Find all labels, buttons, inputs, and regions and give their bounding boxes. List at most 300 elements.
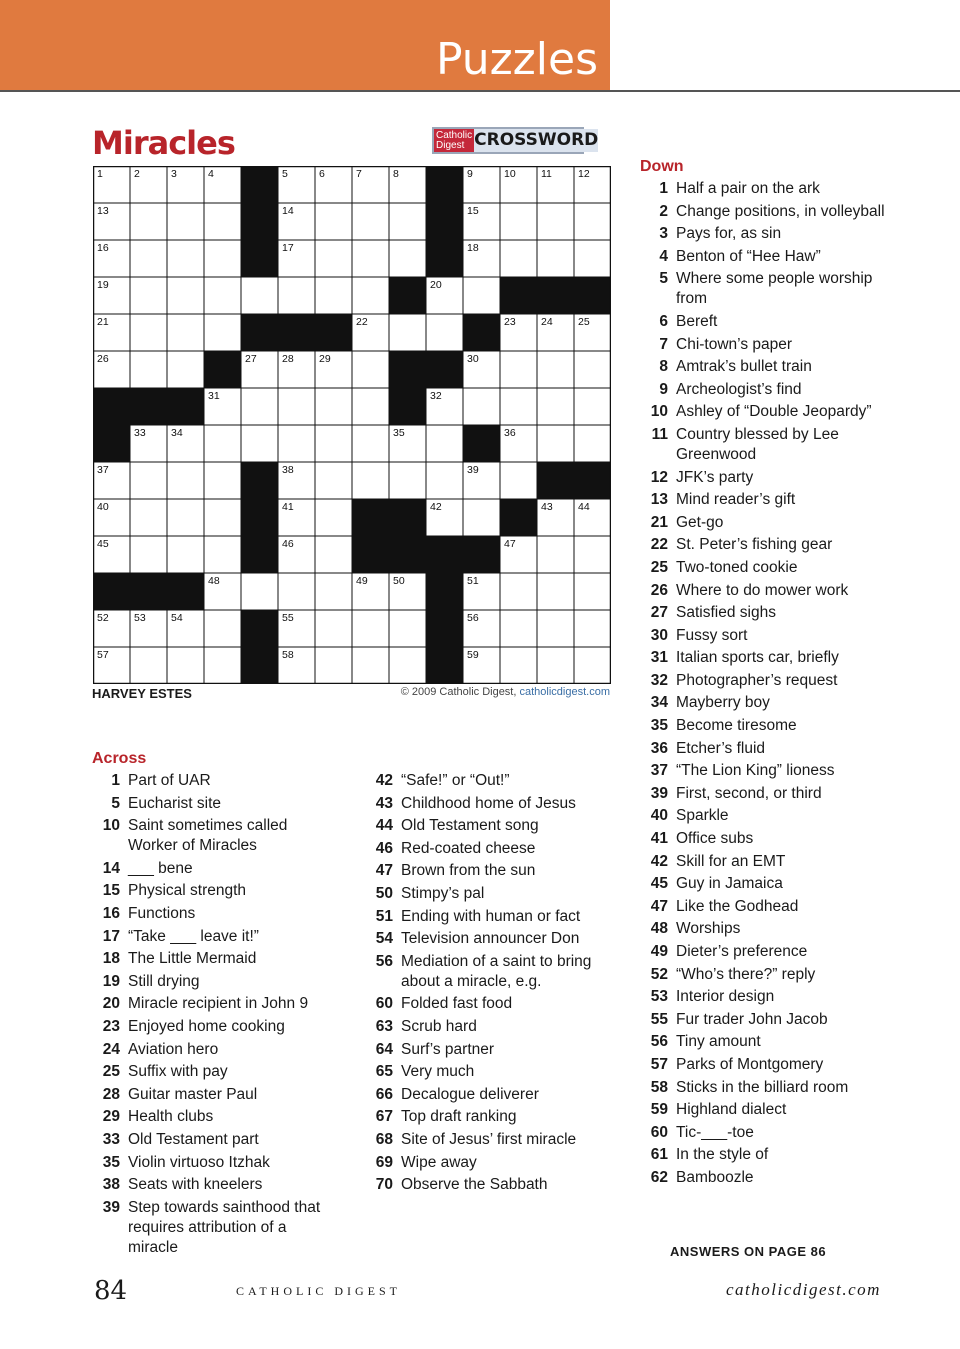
clue-text: Suffix with pay (128, 1063, 228, 1081)
grid-number: 2 (134, 168, 140, 180)
clue-item (640, 784, 885, 804)
grid-cell[interactable] (315, 499, 352, 536)
clue-item (365, 994, 610, 1014)
grid-block (389, 388, 426, 425)
clue-text: Red-coated cheese (401, 839, 536, 857)
grid-number: 56 (467, 612, 479, 624)
grid-block (389, 499, 426, 536)
grid-cell[interactable] (574, 240, 611, 277)
grid-cell[interactable] (315, 573, 352, 610)
grid-cell[interactable] (500, 462, 537, 499)
grid-cell[interactable] (352, 647, 389, 684)
grid-number: 43 (541, 501, 553, 513)
grid-cell[interactable] (500, 240, 537, 277)
clue-item (365, 794, 610, 814)
clue-number: 35 (650, 717, 668, 735)
clue-number: 70 (375, 1176, 393, 1194)
clue-text: Change positions, in volleyball (676, 202, 885, 220)
copyright-url: catholicdigest.com (519, 686, 610, 698)
grid-number: 42 (430, 501, 442, 513)
clue-text: Surf’s partner (401, 1040, 495, 1058)
grid-cell[interactable] (241, 573, 278, 610)
grid-cell[interactable] (352, 425, 389, 462)
clue-number: 19 (102, 972, 120, 990)
grid-number: 52 (97, 612, 109, 624)
grid-block (426, 647, 463, 684)
clue-number: 58 (650, 1078, 668, 1096)
grid-number: 6 (319, 168, 325, 180)
grid-number: 19 (97, 279, 109, 291)
clue-number: 36 (650, 739, 668, 757)
grid-cell[interactable] (130, 314, 167, 351)
clue-text: Miracle recipient in John 9 (128, 995, 309, 1013)
clue-number: 56 (375, 952, 393, 970)
grid-cell[interactable] (426, 462, 463, 499)
grid-cell[interactable] (315, 240, 352, 277)
grid-cell[interactable] (130, 462, 167, 499)
clue-text: Health clubs (128, 1108, 214, 1126)
grid-cell[interactable] (463, 277, 500, 314)
clue-item (365, 1175, 610, 1195)
grid-block (389, 536, 426, 573)
grid-number: 25 (578, 316, 590, 328)
crossword-grid[interactable] (93, 166, 611, 684)
grid-cell[interactable] (167, 314, 204, 351)
grid-number: 49 (356, 575, 368, 587)
grid-number: 51 (467, 575, 479, 587)
clue-item (92, 1198, 332, 1258)
puzzle-byline: HARVEY ESTES (92, 686, 192, 701)
grid-number: 53 (134, 612, 146, 624)
clue-number: 3 (659, 225, 668, 243)
clue-item (365, 907, 610, 927)
grid-number: 17 (282, 242, 294, 254)
grid-cell[interactable] (204, 499, 241, 536)
clue-item (640, 380, 885, 400)
grid-number: 15 (467, 205, 479, 217)
grid-cell[interactable] (167, 647, 204, 684)
grid-cell[interactable] (204, 314, 241, 351)
grid-cell[interactable] (574, 647, 611, 684)
grid-cell[interactable] (537, 240, 574, 277)
clue-text: Like the Godhead (676, 897, 799, 915)
clue-text: Bamboozle (676, 1168, 754, 1186)
grid-number: 24 (541, 316, 553, 328)
clue-text: Two-toned cookie (676, 558, 798, 576)
grid-block (204, 351, 241, 388)
clue-text: Decalogue deliverer (401, 1085, 539, 1103)
grid-cell[interactable] (241, 388, 278, 425)
magazine-url: catholicdigest.com (726, 1280, 881, 1299)
grid-cell[interactable] (315, 462, 352, 499)
clue-item (365, 1085, 610, 1105)
grid-block (426, 351, 463, 388)
clue-item (92, 1175, 332, 1195)
clue-text: Guitar master Paul (128, 1085, 258, 1103)
grid-cell[interactable] (537, 573, 574, 610)
clue-number: 21 (650, 513, 668, 531)
section-title: Puzzles (435, 34, 598, 85)
grid-block (352, 536, 389, 573)
clue-item (640, 874, 885, 894)
clue-number: 9 (659, 380, 668, 398)
across-clues-column-2 (365, 771, 610, 1198)
grid-cell[interactable] (204, 425, 241, 462)
clue-text: Sparkle (676, 807, 729, 825)
clue-number: 10 (102, 817, 120, 835)
clue-item (640, 671, 885, 691)
grid-block (426, 166, 463, 203)
grid-cell[interactable] (352, 610, 389, 647)
grid-cell[interactable] (574, 536, 611, 573)
clue-number: 54 (375, 930, 393, 948)
clue-item (640, 312, 885, 332)
clue-item (640, 965, 885, 985)
grid-number: 33 (134, 427, 146, 439)
grid-cell[interactable] (352, 203, 389, 240)
grid-cell[interactable] (352, 351, 389, 388)
down-heading: Down (640, 158, 684, 175)
clue-number: 43 (375, 794, 393, 812)
clue-number: 42 (650, 852, 668, 870)
clue-text: Aviation hero (128, 1040, 219, 1058)
clue-text: In the style of (676, 1146, 769, 1164)
clue-number: 32 (650, 671, 668, 689)
clue-item (640, 535, 885, 555)
clue-number: 13 (650, 491, 668, 509)
grid-block (500, 499, 537, 536)
clue-number: 50 (375, 884, 393, 902)
clue-number: 31 (650, 649, 668, 667)
clue-item (92, 1153, 332, 1173)
clue-number: 64 (375, 1040, 393, 1058)
grid-cell[interactable] (537, 647, 574, 684)
grid-cell[interactable] (315, 388, 352, 425)
clue-text: Old Testament song (401, 817, 539, 835)
grid-cell[interactable] (500, 647, 537, 684)
grid-cell[interactable] (500, 203, 537, 240)
clue-number: 30 (650, 626, 668, 644)
clue-number: 60 (650, 1123, 668, 1141)
clue-item (640, 716, 885, 736)
clue-text: Worships (676, 920, 741, 938)
clue-item (92, 816, 332, 856)
grid-cell[interactable] (130, 536, 167, 573)
grid-cell[interactable] (389, 647, 426, 684)
grid-cell[interactable] (574, 610, 611, 647)
grid-cell[interactable] (352, 462, 389, 499)
clue-text: Where to do mower work (676, 581, 849, 599)
grid-cell[interactable] (426, 314, 463, 351)
clue-text: Wipe away (401, 1153, 477, 1171)
grid-cell[interactable] (463, 499, 500, 536)
clue-text: Parks of Montgomery (676, 1055, 824, 1073)
clue-item (640, 897, 885, 917)
grid-cell[interactable] (426, 425, 463, 462)
clue-item (640, 581, 885, 601)
grid-cell[interactable] (537, 351, 574, 388)
grid-cell[interactable] (537, 203, 574, 240)
grid-cell[interactable] (204, 240, 241, 277)
clue-number: 20 (102, 995, 120, 1013)
grid-cell[interactable] (500, 573, 537, 610)
grid-cell[interactable] (204, 462, 241, 499)
grid-number: 32 (430, 390, 442, 402)
grid-cell[interactable] (278, 573, 315, 610)
clue-number: 2 (659, 202, 668, 220)
grid-number: 58 (282, 649, 294, 661)
grid-block (241, 647, 278, 684)
grid-cell[interactable] (574, 425, 611, 462)
clue-item (640, 1032, 885, 1052)
grid-cell[interactable] (537, 610, 574, 647)
magazine-name: CATHOLIC DIGEST (236, 1284, 401, 1298)
grid-cell[interactable] (167, 203, 204, 240)
grid-cell[interactable] (167, 536, 204, 573)
clue-number: 67 (375, 1108, 393, 1126)
clue-text: Site of Jesus’ first miracle (401, 1130, 577, 1148)
clue-text: Dieter’s preference (676, 943, 808, 960)
grid-number: 11 (541, 168, 552, 180)
clue-text: Old Testament part (128, 1130, 259, 1148)
clue-number: 35 (102, 1153, 120, 1171)
grid-number: 36 (504, 427, 516, 439)
grid-block (426, 240, 463, 277)
clue-text: “The Lion King” lioness (676, 762, 835, 780)
grid-block (241, 314, 278, 351)
grid-cell[interactable] (241, 425, 278, 462)
clue-text: Get-go (676, 513, 724, 531)
clue-item (640, 761, 885, 781)
grid-cell[interactable] (130, 351, 167, 388)
clue-text: Etcher’s fluid (676, 739, 766, 757)
grid-number: 27 (245, 353, 257, 365)
clue-item (92, 859, 332, 879)
clue-item (365, 1153, 610, 1173)
clue-number: 69 (375, 1153, 393, 1171)
grid-block (574, 277, 611, 314)
clue-number: 55 (650, 1010, 668, 1028)
clue-item (640, 648, 885, 668)
grid-block (241, 166, 278, 203)
clue-text: Enjoyed home cooking (128, 1017, 285, 1035)
grid-cell[interactable] (315, 203, 352, 240)
grid-block (241, 610, 278, 647)
grid-cell[interactable] (315, 610, 352, 647)
clue-text: Eucharist site (128, 794, 222, 812)
clue-item (365, 1040, 610, 1060)
grid-number: 29 (319, 353, 331, 365)
clue-number: 41 (650, 830, 668, 848)
grid-number: 57 (97, 649, 109, 661)
clue-number: 40 (650, 807, 668, 825)
grid-cell[interactable] (500, 388, 537, 425)
grid-cell[interactable] (574, 203, 611, 240)
clue-number: 25 (650, 558, 668, 576)
grid-cell[interactable] (167, 240, 204, 277)
clue-item (92, 1017, 332, 1037)
clue-item (365, 816, 610, 836)
clue-number: 11 (651, 425, 668, 443)
grid-cell[interactable] (315, 277, 352, 314)
clue-item (365, 929, 610, 949)
clue-text: Half a pair on the ark (676, 180, 820, 197)
clue-number: 46 (375, 839, 393, 857)
clue-text: Chi-town’s paper (676, 335, 793, 353)
clue-number: 65 (375, 1063, 393, 1081)
clue-text: Tiny amount (676, 1033, 761, 1051)
clue-text: Sticks in the billiard room (676, 1078, 849, 1096)
grid-cell[interactable] (500, 610, 537, 647)
grid-cell[interactable] (130, 277, 167, 314)
grid-number: 4 (208, 168, 214, 180)
grid-cell[interactable] (389, 610, 426, 647)
clue-item (640, 603, 885, 623)
grid-cell[interactable] (352, 388, 389, 425)
clue-text: Amtrak’s bullet train (676, 358, 812, 376)
grid-block (389, 351, 426, 388)
clue-item (640, 693, 885, 713)
grid-number: 7 (356, 168, 362, 180)
grid-cell[interactable] (278, 277, 315, 314)
clue-item (92, 881, 332, 901)
down-clues-column (640, 179, 885, 1191)
clue-number: 6 (659, 312, 668, 330)
clue-text: Where some people worship from (676, 270, 873, 308)
clue-text: Childhood home of Jesus (401, 794, 576, 812)
grid-cell[interactable] (574, 388, 611, 425)
grid-block (241, 240, 278, 277)
clue-text: Very much (401, 1063, 475, 1081)
grid-block (537, 462, 574, 499)
grid-number: 20 (430, 279, 442, 291)
answers-note: ANSWERS ON PAGE 86 (670, 1244, 827, 1259)
grid-block (463, 536, 500, 573)
grid-cell[interactable] (389, 462, 426, 499)
clue-number: 52 (650, 965, 668, 983)
grid-number: 12 (578, 168, 590, 180)
puzzle-title: Miracles (92, 124, 235, 162)
grid-cell[interactable] (167, 499, 204, 536)
clue-text: Benton of “Hee Haw” (676, 247, 821, 265)
clue-number: 25 (102, 1063, 120, 1081)
clue-number: 34 (650, 694, 668, 712)
grid-cell[interactable] (130, 203, 167, 240)
grid-cell[interactable] (537, 425, 574, 462)
grid-block (500, 277, 537, 314)
grid-cell[interactable] (389, 240, 426, 277)
grid-cell[interactable] (315, 536, 352, 573)
grid-cell[interactable] (389, 203, 426, 240)
clue-number: 60 (375, 995, 393, 1013)
grid-block (278, 314, 315, 351)
clue-item (640, 1145, 885, 1165)
clue-text: “Take ___ leave it!” (128, 927, 259, 945)
clue-number: 17 (102, 927, 120, 945)
clue-number: 49 (650, 943, 668, 960)
grid-number: 5 (282, 168, 288, 180)
grid-cell[interactable] (204, 277, 241, 314)
clue-item (640, 919, 885, 939)
grid-cell[interactable] (315, 425, 352, 462)
clue-number: 57 (650, 1055, 668, 1073)
clue-number: 61 (650, 1146, 668, 1164)
clue-number: 62 (650, 1168, 668, 1186)
clue-text: Guy in Jamaica (676, 875, 783, 893)
clue-item (640, 247, 885, 267)
grid-cell[interactable] (130, 647, 167, 684)
grid-cell[interactable] (389, 314, 426, 351)
grid-cell[interactable] (130, 499, 167, 536)
grid-block (93, 388, 130, 425)
clue-text: Fussy sort (676, 626, 748, 644)
grid-cell[interactable] (167, 462, 204, 499)
clue-number: 1 (111, 772, 120, 789)
clue-item (640, 942, 885, 962)
grid-cell[interactable] (204, 610, 241, 647)
clue-text: Observe the Sabbath (401, 1176, 548, 1194)
grid-cell[interactable] (204, 647, 241, 684)
grid-cell[interactable] (574, 351, 611, 388)
grid-cell[interactable] (463, 388, 500, 425)
grid-number: 47 (504, 538, 516, 550)
grid-cell[interactable] (315, 647, 352, 684)
grid-number: 45 (97, 538, 109, 550)
clue-text: Interior design (676, 988, 775, 1006)
clue-text: Archeologist’s find (676, 380, 802, 398)
clue-item (640, 852, 885, 872)
grid-cell[interactable] (241, 277, 278, 314)
clue-text: ___ bene (128, 859, 193, 877)
grid-number: 39 (467, 464, 479, 476)
clue-number: 66 (375, 1085, 393, 1103)
clue-number: 53 (650, 988, 668, 1006)
grid-cell[interactable] (167, 351, 204, 388)
clue-item (365, 1107, 610, 1127)
clue-number: 47 (650, 897, 668, 915)
across-clues-column-1 (92, 771, 332, 1260)
clue-number: 26 (650, 581, 668, 599)
grid-cell[interactable] (278, 425, 315, 462)
grid-cell[interactable] (204, 536, 241, 573)
grid-cell[interactable] (130, 240, 167, 277)
clue-text: Step towards sainthood that requires attribution of a miracle (128, 1198, 321, 1256)
grid-number: 48 (208, 575, 220, 587)
grid-number: 41 (282, 501, 294, 513)
grid-cell[interactable] (352, 277, 389, 314)
grid-cell[interactable] (537, 388, 574, 425)
clue-item (92, 771, 332, 791)
clue-number: 39 (102, 1198, 120, 1216)
grid-block (167, 573, 204, 610)
grid-number: 35 (393, 427, 405, 439)
grid-cell[interactable] (500, 351, 537, 388)
grid-block (389, 277, 426, 314)
clue-text: Pays for, as sin (676, 225, 782, 243)
grid-block (352, 499, 389, 536)
grid-cell[interactable] (167, 277, 204, 314)
clue-number: 24 (102, 1040, 120, 1058)
grid-number: 37 (97, 464, 109, 476)
clue-number: 5 (659, 270, 668, 288)
grid-cell[interactable] (204, 203, 241, 240)
grid-cell[interactable] (537, 536, 574, 573)
grid-cell[interactable] (574, 573, 611, 610)
clue-text: Violin virtuoso Itzhak (128, 1153, 270, 1171)
grid-cell[interactable] (278, 388, 315, 425)
clue-text: Ashley of “Double Jeopardy” (676, 403, 872, 421)
grid-cell[interactable] (352, 240, 389, 277)
